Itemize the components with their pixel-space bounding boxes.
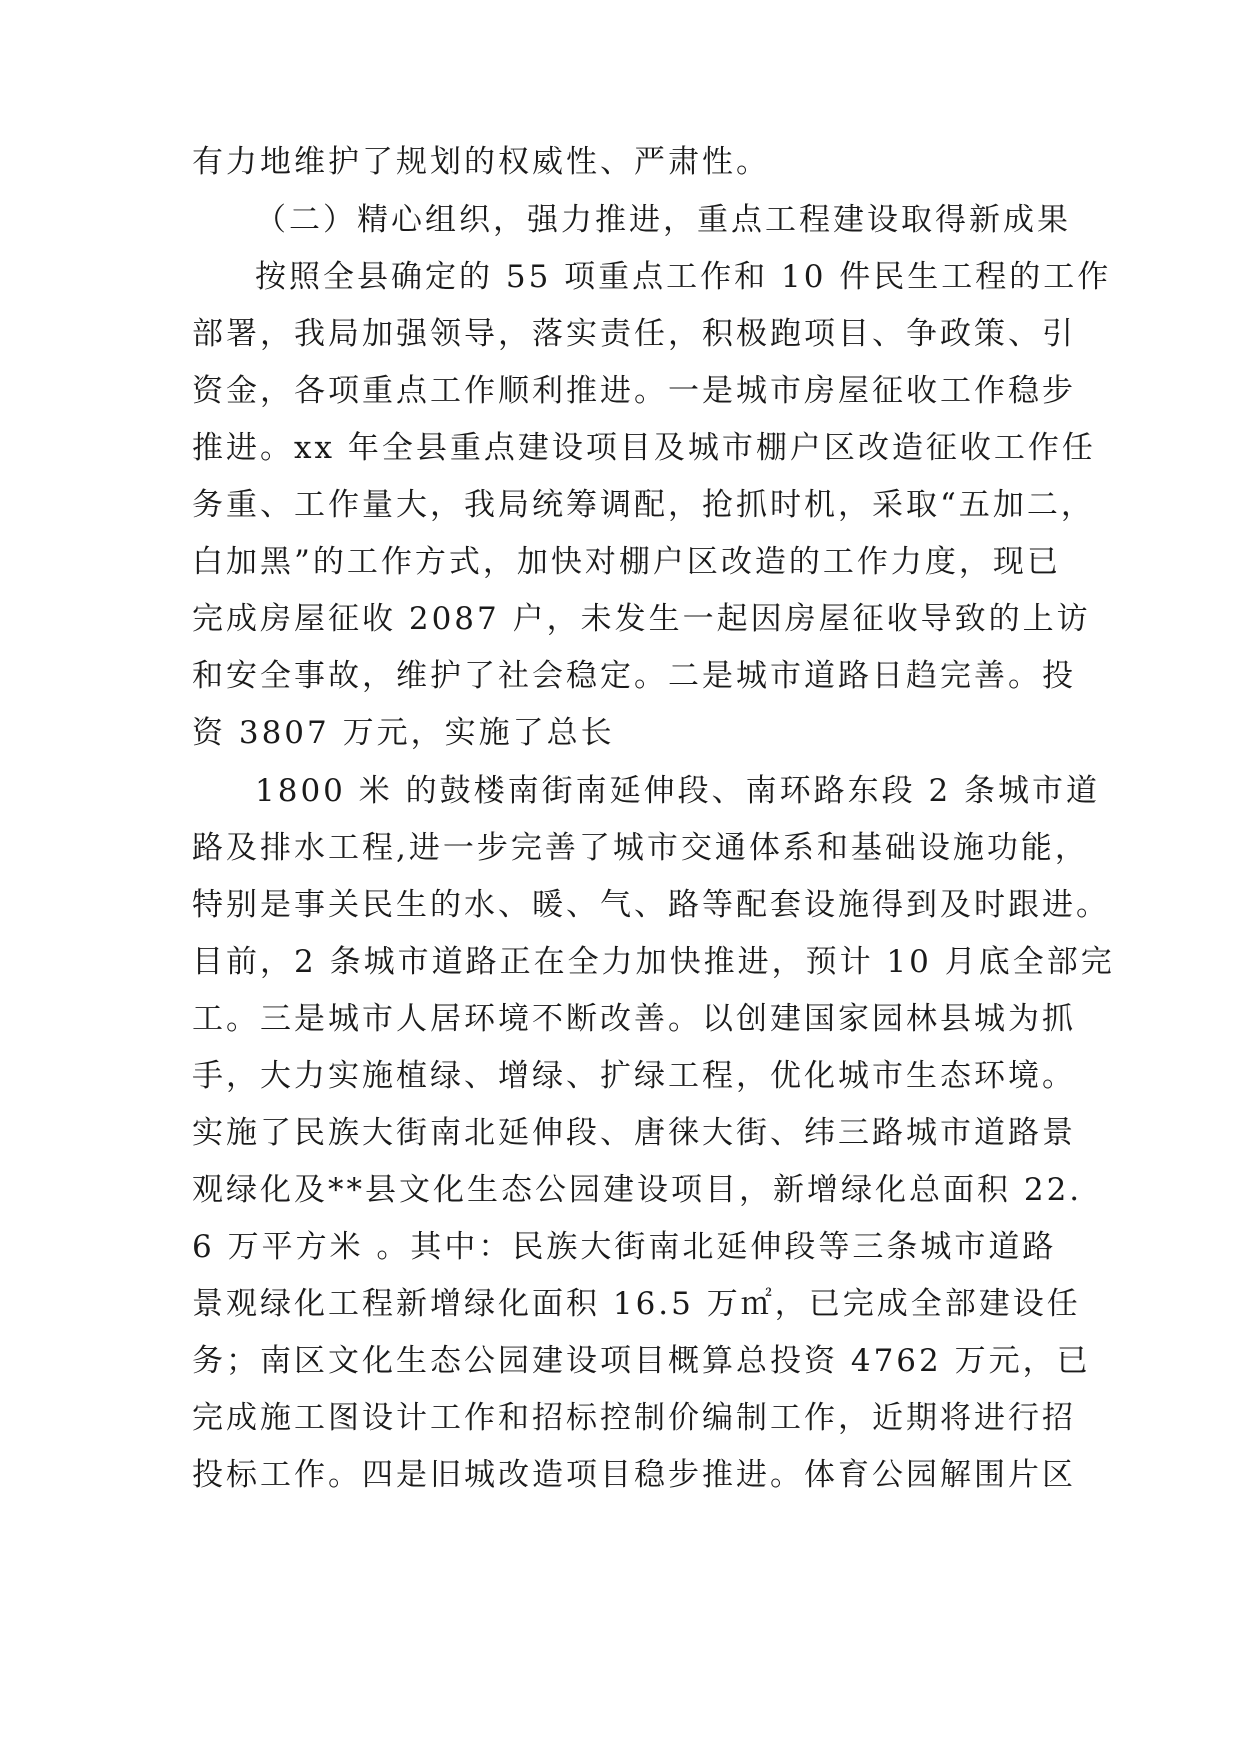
text-line: 务；南区文化生态公园建设项目概算总投资 4762 万元，已 <box>192 1343 1091 1379</box>
text-line: 手，大力实施植绿、增绿、扩绿工程，优化城市生态环境。 <box>192 1058 1076 1094</box>
text-line: 资金，各项重点工作顺利推进。一是城市房屋征收工作稳步 <box>192 373 1076 409</box>
text-line: 特别是事关民生的水、暖、气、路等配套设施得到及时跟进。 <box>192 887 1110 923</box>
text-line: 目前，2 条城市道路正在全力加快推进，预计 10 月底全部完 <box>192 944 1115 980</box>
text-line: 和安全事故，维护了社会稳定。二是城市道路日趋完善。投 <box>192 658 1076 694</box>
text-line: 部署，我局加强领导，落实责任，积极跑项目、争政策、引 <box>192 316 1076 352</box>
text-line: 投标工作。四是旧城改造项目稳步推进。体育公园解围片区 <box>192 1457 1076 1493</box>
text-line: 务重、工作量大，我局统筹调配，抢抓时机，采取“五加二， <box>192 487 1095 523</box>
text-line: 资 3807 万元，实施了总长 <box>192 715 615 751</box>
text-line: 完成房屋征收 2087 户，未发生一起因房屋征收导致的上访 <box>192 601 1091 637</box>
text-line: 路及排水工程,进一步完善了城市交通体系和基础设施功能， <box>192 830 1089 866</box>
section-heading: （二）精心组织，强力推进，重点工程建设取得新成果 <box>255 202 1071 238</box>
text-line: 6 万平方米 。其中：民族大街南北延伸段等三条城市道路 <box>192 1229 1057 1265</box>
text-line: 1800 米 的鼓楼南街南延伸段、南环路东段 2 条城市道 <box>255 773 1101 809</box>
text-line: 有力地维护了规划的权威性、严肃性。 <box>192 144 770 180</box>
text-line: 实施了民族大街南北延伸段、唐徕大街、纬三路城市道路景 <box>192 1115 1076 1151</box>
text-line: 观绿化及**县文化生态公园建设项目，新增绿化总面积 22. <box>192 1172 1083 1208</box>
text-line: 按照全县确定的 55 项重点工作和 10 件民生工程的工作 <box>255 259 1112 295</box>
text-line: 工。三是城市人居环境不断改善。以创建国家园林县城为抓 <box>192 1001 1076 1037</box>
text-line: 完成施工图设计工作和招标控制价编制工作，近期将进行招 <box>192 1400 1076 1436</box>
text-line: 白加黑”的工作方式，加快对棚户区改造的工作力度，现已 <box>192 544 1061 580</box>
text-line: 推进。xx 年全县重点建设项目及城市棚户区改造征收工作任 <box>192 430 1096 466</box>
text-line: 景观绿化工程新增绿化面积 16.5 万㎡，已完成全部建设任 <box>192 1286 1081 1322</box>
